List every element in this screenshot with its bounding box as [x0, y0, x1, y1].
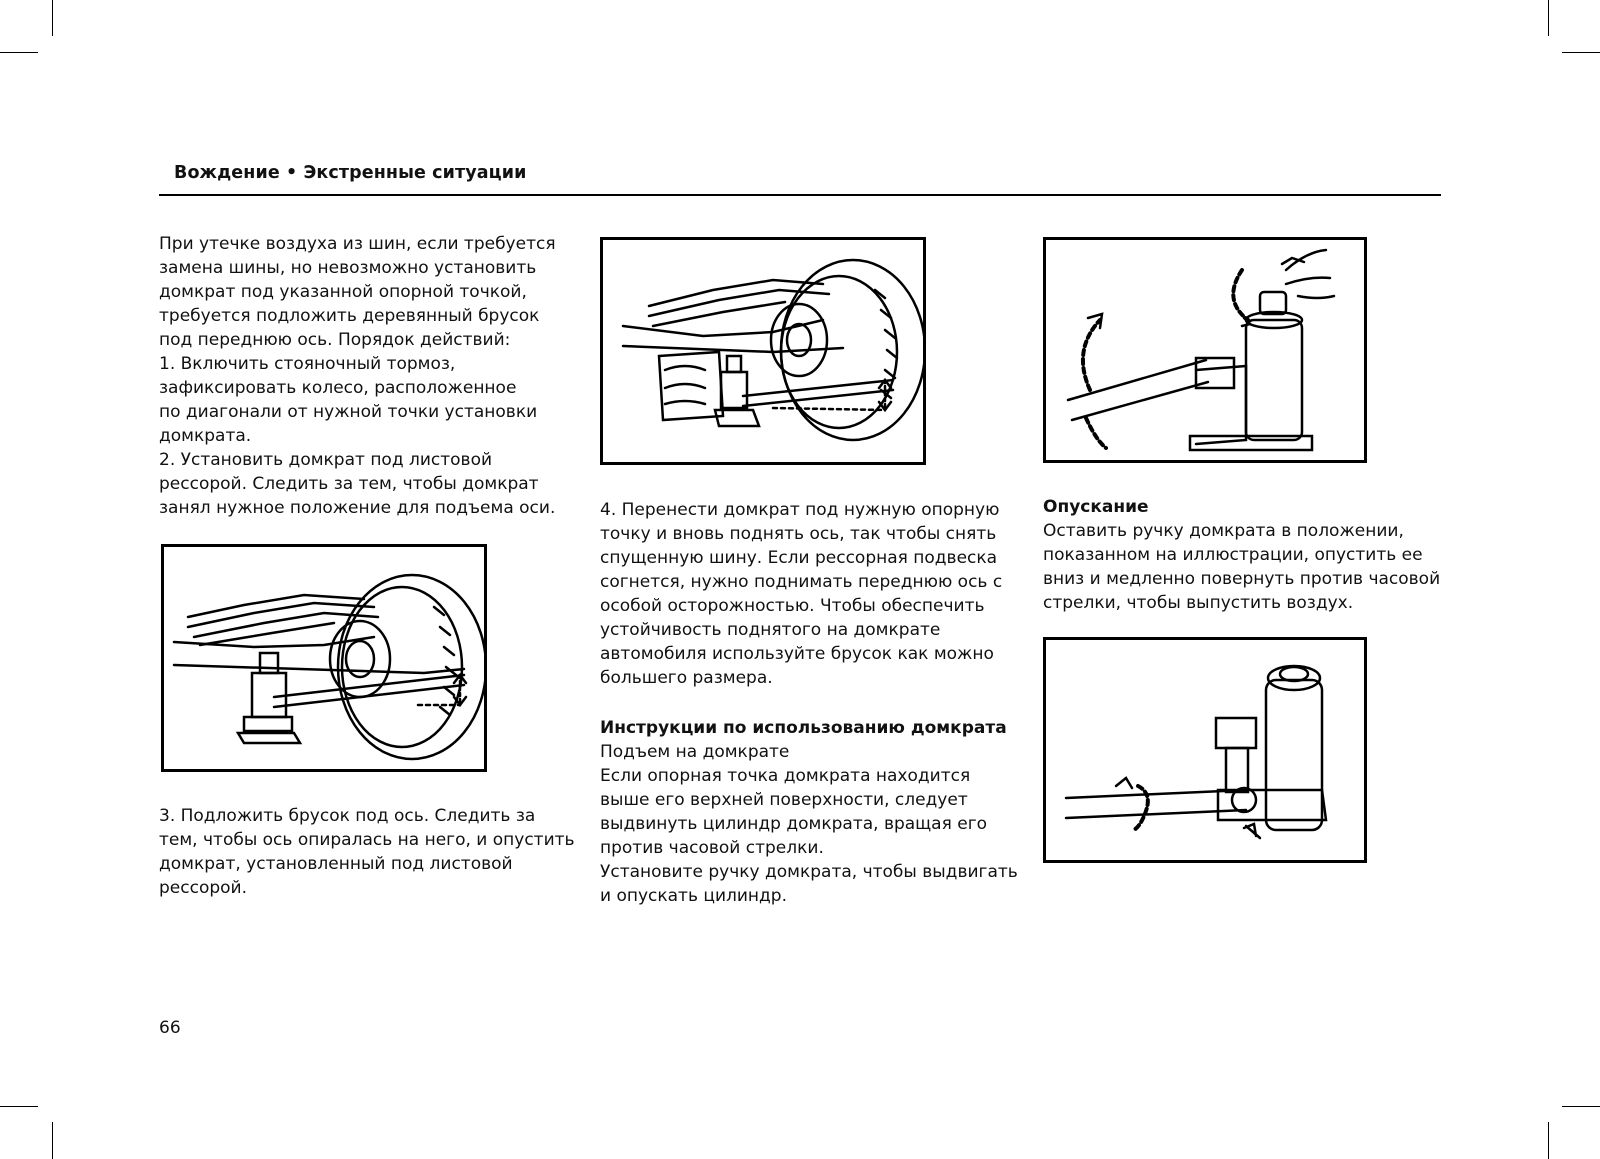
crop-mark [0, 1106, 38, 1107]
figure-jack-under-spring [161, 544, 487, 772]
text-line: замена шины, но невозможно установить [159, 258, 537, 278]
text-line: согнется, нужно поднимать переднюю ось с [600, 572, 1003, 592]
instructions-heading: Инструкции по использованию домкрата [600, 718, 1007, 738]
text-line: по диагонали от нужной точки установки [159, 402, 538, 422]
step4-paragraph [600, 498, 1002, 690]
step3-paragraph [159, 804, 575, 900]
crop-mark [52, 1122, 53, 1159]
crop-mark [1562, 52, 1600, 53]
text-line: требуется подложить деревянный брусок [159, 306, 540, 326]
block-under-axle-illustration [603, 240, 923, 462]
jack-lowering-illustration [1046, 240, 1364, 460]
crop-mark [0, 52, 38, 53]
section-header: Вождение • Экстренные ситуации [174, 163, 527, 183]
text-line: большего размера. [600, 668, 773, 688]
text-line: домкрат, установленный под листовой [159, 854, 513, 874]
text-line: При утечке воздуха из шин, если требуется [159, 234, 556, 254]
text-line: Подъем на домкрате [600, 742, 790, 762]
crop-mark [1548, 0, 1549, 36]
text-line: выше его верхней поверхности, следует [600, 790, 968, 810]
text-line: вниз и медленно повернуть против часовой [1043, 569, 1441, 589]
text-line: 2. Установить домкрат под листовой [159, 450, 493, 470]
text-line: стрелки, чтобы выпустить воздух. [1043, 593, 1354, 613]
text-line: рессорой. [159, 878, 247, 898]
text-line: точку и вновь поднять ось, так чтобы снять [600, 524, 997, 544]
page-number: 66 [159, 1018, 181, 1038]
text-line: 4. Перенести домкрат под нужную опорную [600, 500, 1000, 520]
lowering-heading: Опускание [1043, 497, 1149, 517]
text-line: Оставить ручку домкрата в положении, [1043, 521, 1404, 541]
text-line: рессорой. Следить за тем, чтобы домкрат [159, 474, 539, 494]
text-line: и опускать цилиндр. [600, 886, 787, 906]
crop-mark [52, 0, 53, 36]
text-line: выдвинуть цилиндр домкрата, вращая его [600, 814, 988, 834]
figure-jack-lowering [1043, 237, 1367, 463]
header-divider [159, 194, 1441, 196]
crop-mark [1548, 1122, 1549, 1159]
text-line: особой осторожностью. Чтобы обеспечить [600, 596, 985, 616]
figure-jack-handle [1043, 637, 1367, 863]
text-line: 1. Включить стояночный тормоз, [159, 354, 456, 374]
text-line: устойчивость поднятого на домкрате [600, 620, 941, 640]
text-line: зафиксировать колесо, расположенное [159, 378, 517, 398]
jack-under-spring-illustration [164, 547, 484, 769]
text-line: домкрата. [159, 426, 252, 446]
intro-paragraph [159, 232, 556, 520]
text-line: домкрат под указанной опорной точкой, [159, 282, 527, 302]
crop-mark [1562, 1106, 1600, 1107]
figure-block-under-axle [600, 237, 926, 465]
text-line: 3. Подложить брусок под ось. Следить за [159, 806, 536, 826]
text-line: против часовой стрелки. [600, 838, 824, 858]
text-line: показанном на иллюстрации, опустить ее [1043, 545, 1423, 565]
text-line: под переднюю ось. Порядок действий: [159, 330, 511, 350]
lowering-section [1043, 495, 1440, 615]
jack-instructions [600, 716, 1018, 908]
text-line: Если опорная точка домкрата находится [600, 766, 971, 786]
jack-handle-illustration [1046, 640, 1364, 860]
text-line: спущенную шину. Если рессорная подвеска [600, 548, 998, 568]
text-line: Установите ручку домкрата, чтобы выдвигать [600, 862, 1018, 882]
text-line: занял нужное положение для подъема оси. [159, 498, 556, 518]
text-line: автомобиля используйте брусок как можно [600, 644, 994, 664]
text-line: тем, чтобы ось опиралась на него, и опустить [159, 830, 575, 850]
